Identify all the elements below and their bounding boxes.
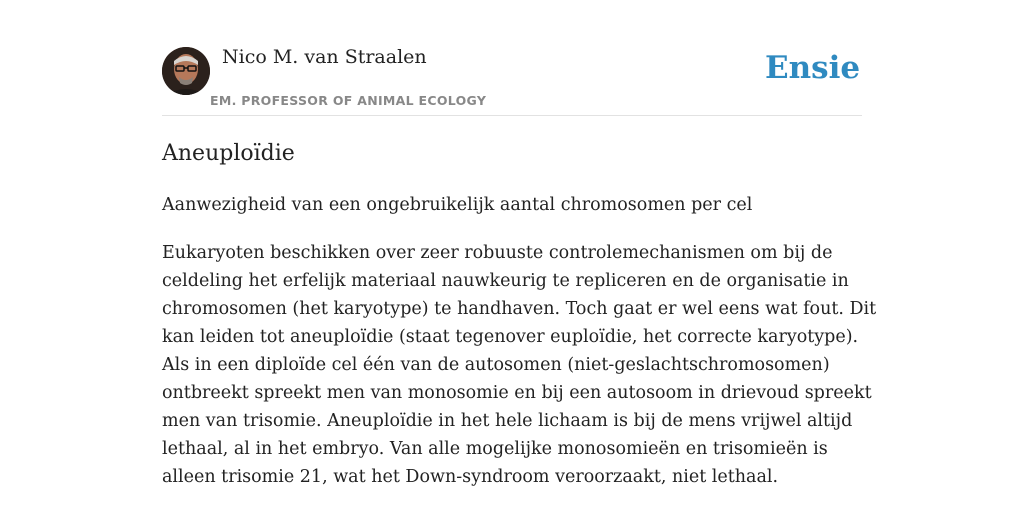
header-divider xyxy=(162,115,862,116)
body-line: alleen trisomie 21, wat het Down-syndroom veroorzaakt, niet lethaal. xyxy=(162,467,779,487)
author-title: EM. PROFESSOR OF ANIMAL ECOLOGY xyxy=(210,93,487,108)
body-line: ontbreekt spreekt men van monosomie en bij een autosoom in drievoud spreekt xyxy=(162,383,872,403)
entry-body xyxy=(162,239,877,491)
body-line: men van trisomie. Aneuploïdie in het hele lichaam is bij de mens vrijwel altijd xyxy=(162,411,853,431)
brand-logo[interactable]: Ensie xyxy=(765,50,861,86)
author-name[interactable]: Nico M. van Straalen xyxy=(222,46,427,68)
body-line: Als in een diploïde cel één van de autosomen (niet-geslachtschromosomen) xyxy=(162,355,830,375)
author-avatar xyxy=(162,47,210,95)
body-line: lethaal, al in het embryo. Van alle mogelijke monosomieën en trisomieën is xyxy=(162,439,828,459)
entry-definition: Aanwezigheid van een ongebruikelijk aantal chromosomen per cel xyxy=(162,195,753,215)
entry-term: Aneuploïdie xyxy=(162,141,295,166)
body-line: chromosomen (het karyotype) te handhaven. Toch gaat er wel eens wat fout. Dit xyxy=(162,299,877,319)
body-line: celdeling het erfelijk materiaal nauwkeurig te repliceren en de organisatie in xyxy=(162,271,849,291)
body-line: Eukaryoten beschikken over zeer robuuste controlemechanismen om bij de xyxy=(162,243,833,263)
body-line: kan leiden tot aneuploïdie (staat tegenover euploïdie, het correcte karyotype). xyxy=(162,327,859,347)
